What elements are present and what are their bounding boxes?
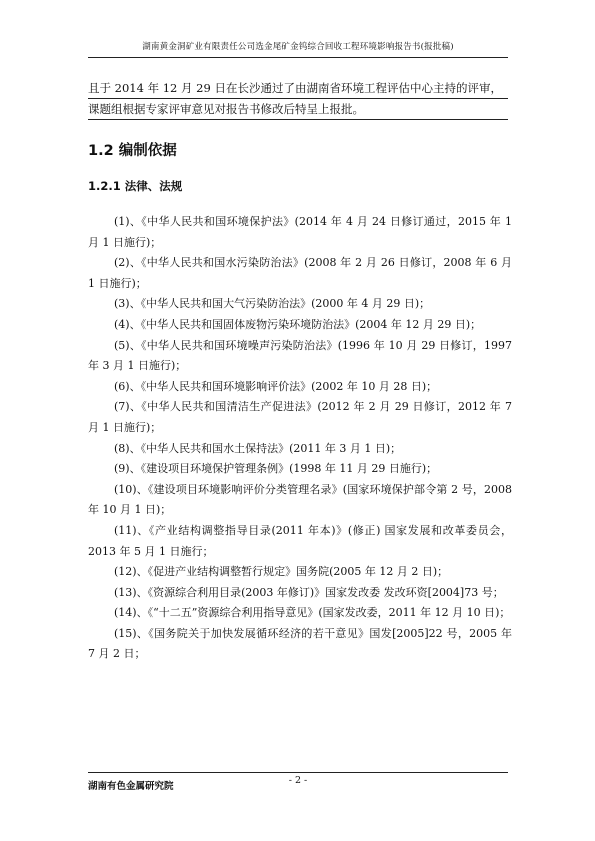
intro-line-1: 且于 2014 年 12 月 29 日在长沙通过了由湖南省环境工程评估中心主持的评审， xyxy=(88,78,508,99)
law-item-10: (10)、《建设项目环境影响评价分类管理名录》(国家环境保护部令第 2 号，2008 年 10 月 1 日)； xyxy=(88,482,512,517)
law-item-9: (9)、《建设项目环境保护管理条例》(1998 年 11 月 29 日施行)； xyxy=(114,462,438,476)
law-item-6: (6)、《中华人民共和国环境影响评价法》(2002 年 10 月 28 日)； xyxy=(114,379,438,393)
law-item-8: (8)、《中华人民共和国水土保持法》(2011 年 3 月 1 日)； xyxy=(114,441,402,455)
law-item-14: (14)、《“十二五”资源综合利用指导意见》(国家发改委，2011 年 12 月 10 日)； xyxy=(114,606,511,620)
law-item-12: (12)、《促进产业结构调整暂行规定》国务院(2005 年 12 月 2 日)； xyxy=(114,565,449,579)
intro-line-2: 课题组根据专家评审意见对报告书修改后特呈上报批。 xyxy=(88,99,508,120)
law-item-3: (3)、《中华人民共和国大气污染防治法》(2000 年 4 月 29 日)； xyxy=(114,297,431,311)
footer-organization: 湖南有色金属研究院 xyxy=(88,781,174,792)
law-item-7: (7)、《中华人民共和国清洁生产促进法》(2012 年 2 月 29 日修订，2012 年 7 月 1 日施行)； xyxy=(88,400,512,434)
law-item-11: (11)、《产业结构调整指导目录(2011 年本)》(修正) 国家发展和改革委员会，2013 年 5 月 1 日施行； xyxy=(88,523,512,558)
law-item-5: (5)、《中华人民共和国环境噪声污染防治法》(1996 年 10 月 29 日修订，1997 年 3 月 1 日施行)； xyxy=(88,338,512,373)
subsection-heading: 1.2.1 法律、法规 xyxy=(88,179,183,193)
page-header: 湖南黄金洞矿业有限责任公司选金尾矿金钨综合回收工程环境影响报告书(报批稿) xyxy=(88,40,508,58)
law-item-13: (13)、《资源综合利用目录(2003 年修订)》国家发改委 发改环资[2004]73 号； xyxy=(114,585,504,599)
section-heading: 1.2 编制依据 xyxy=(88,143,177,159)
page-number: - 2 - xyxy=(288,775,308,786)
footer-divider xyxy=(88,772,508,773)
law-item-4: (4)、《中华人民共和国固体废物污染环境防治法》(2004 年 12 月 29 日)； xyxy=(114,317,482,331)
law-item-15: (15)、《国务院关于加快发展循环经济的若干意见》国发[2005]22 号，2005 年 7 月 2 日； xyxy=(88,626,512,661)
law-list xyxy=(88,212,512,665)
intro-paragraph xyxy=(88,78,508,120)
law-item-1: (1)、《中华人民共和国环境保护法》(2014 年 4 月 24 日修订通过，2015 年 1 月 1 日施行)； xyxy=(88,215,512,249)
law-item-2: (2)、《中华人民共和国水污染防治法》(2008 年 2 月 26 日修订，2008 年 6 月 1 日施行)； xyxy=(88,256,512,290)
